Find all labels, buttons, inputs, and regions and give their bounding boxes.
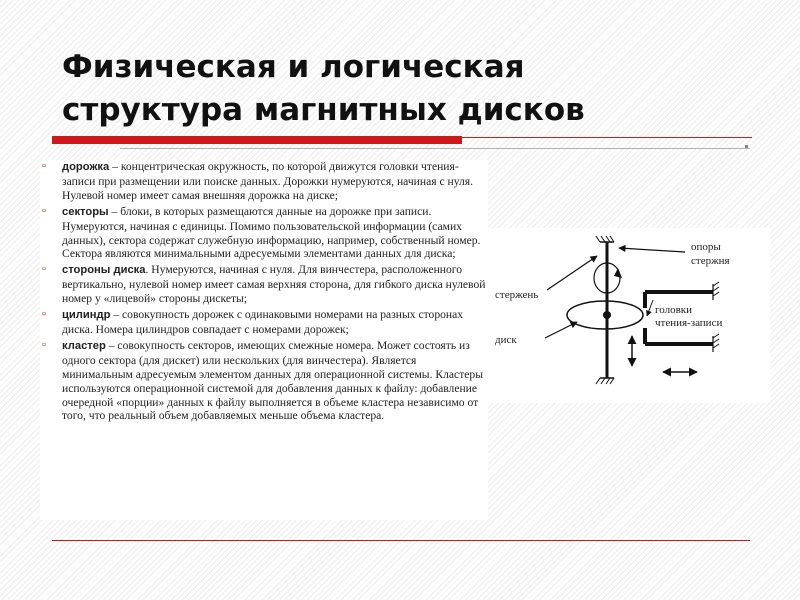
list-item: [40, 308, 488, 337]
label-supports-2: стержня: [691, 255, 730, 267]
head-support-hatch-upper: [713, 282, 719, 296]
pointer-disk: [545, 322, 577, 338]
title-underline-thin: [52, 137, 752, 138]
square-bullet-icon: ▫: [42, 160, 46, 172]
label-spindle: стержень: [495, 289, 539, 301]
list-item: [40, 160, 488, 203]
term-track: дорожка: [62, 161, 110, 173]
definition-cylinder: – совокупность дорожек с одинаковыми номерами на разных сторонах диска. Номера цилиндров совпадает с номерами дорожек;: [62, 308, 464, 336]
title-line-1: Физическая и логическая: [62, 49, 525, 85]
square-bullet-icon: ▫: [42, 338, 46, 351]
definition-sectors: – блоки, в которых размещаются данные на дорожке при записи. Нумеруются, начиная с единицы. Помимо пользовательской информации (самих данных), сектора содержат служебную информацию, например, собственный номер. Сектора являются минимальными адресуемыми элементами данных для диска;: [62, 204, 481, 261]
square-bullet-icon: ▫: [42, 263, 46, 276]
title-line-2: структура магнитных дисков: [62, 92, 585, 128]
decor-square: [745, 145, 748, 148]
term-sectors: секторы: [62, 205, 109, 218]
slide-title: [62, 46, 762, 132]
disk-diagram: [485, 228, 770, 403]
term-cylinder: цилиндр: [62, 309, 111, 322]
label-disk: диск: [495, 334, 517, 346]
list-item: [40, 339, 488, 423]
label-supports-1: опоры: [691, 241, 721, 253]
label-heads-1: головки: [655, 304, 693, 316]
footer-line: [52, 540, 750, 541]
definition-disk-sides: . Нумеруются, начиная с нуля. Для винчестера, расположенного вертикально, нулевой номер имеет самая верхняя сторона, для гибкого диска нулевой номер у «лицевой» стороны дискеты;: [62, 263, 486, 306]
definitions-list: [40, 160, 488, 520]
disk-center: [603, 311, 611, 319]
definition-cluster: – совокупность секторов, имеющих смежные номера. Может состоять из одного сектора (для дискет) или нескольких (для винчестера). Является минимальным адресуемым элементом данных для операционной системы. Кластеры используются операционной системой для добавления данных к файлу: добавление очередной «порции» данных к файлу выполняется в объеме кластера независимо от того, что реальный объем добавляемых меньше объема кластера.: [62, 338, 483, 423]
square-bullet-icon: ▫: [42, 308, 46, 321]
pointer-supports: [619, 248, 685, 252]
pointer-spindle: [547, 256, 597, 290]
label-heads-2: чтения-записи: [655, 317, 723, 329]
list-item: [40, 205, 488, 262]
rotation-arrow-head: [614, 268, 622, 278]
support-hatch-top: [596, 236, 614, 242]
definition-track: – концентрическая окружность, по которой движутся головки чтения-записи при размещении или поиске данных. Дорожки нумеруются, начиная с нуля. Нулевой номер имеет самая внешняя дорожка на диске;: [62, 160, 474, 202]
disk-diagram-svg: [485, 228, 770, 403]
list-item: [40, 263, 488, 306]
title-underline-gray: [120, 148, 750, 149]
pointer-heads: [647, 300, 653, 316]
term-cluster: кластер: [62, 339, 106, 352]
head-support-hatch-lower: [713, 334, 719, 348]
support-hatch-bottom: [596, 378, 614, 384]
term-disk-sides: стороны диска: [62, 264, 146, 277]
square-bullet-icon: ▫: [42, 204, 46, 217]
